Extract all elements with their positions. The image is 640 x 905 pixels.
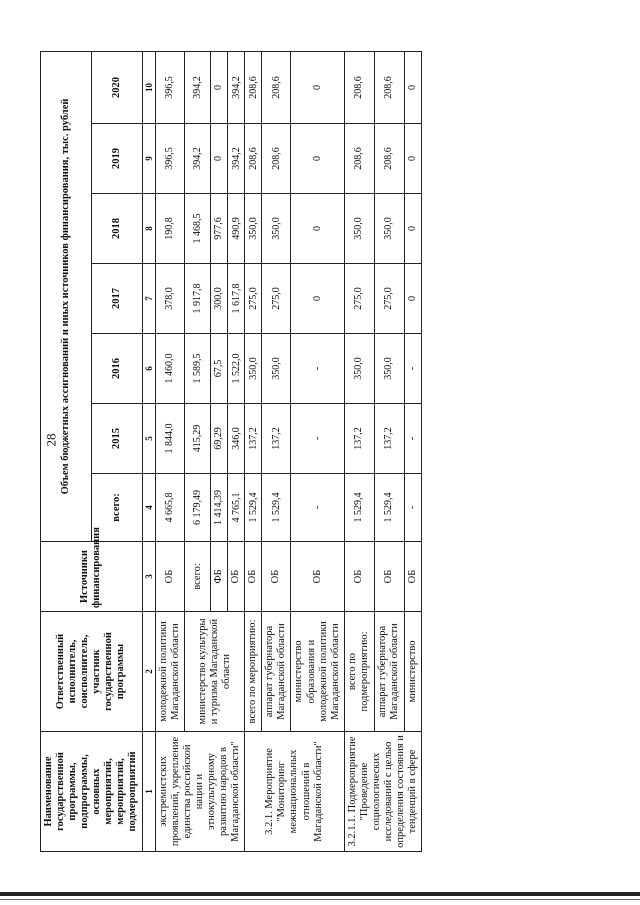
value-cell: 350,0 [245,194,262,264]
executor-cell: молодежной политики Магаданской области [155,612,184,732]
value-cell: 275,0 [245,264,262,334]
value-cell: 208,6 [245,51,262,123]
col-number: 2 [142,612,155,732]
value-cell: 350,0 [344,194,374,264]
value-cell: 0 [291,194,344,264]
value-cell: 275,0 [262,264,291,334]
header-total: всего: [91,474,142,542]
table-row [344,51,374,851]
value-cell: 67,5 [211,334,228,404]
header-executor: Ответственный исполнитель, соисполнитель, участник государственной программы [41,612,143,732]
value-cell: 0 [291,124,344,194]
table-row [404,51,422,851]
value-cell: 350,0 [262,194,291,264]
value-cell: 1 589,5 [184,334,210,404]
value-cell: - [291,474,344,542]
value-cell: 190,8 [155,194,184,264]
executor-cell: министерство культуры и туризма Магаданской области [184,612,244,732]
header-financing: Объем бюджетных ассигнований и иных источников финансирования, тыс. рублей [41,51,92,541]
value-cell: 137,2 [262,404,291,474]
value-cell: 208,6 [262,51,291,123]
value-cell: 300,0 [211,264,228,334]
value-cell: - [291,334,344,404]
source-cell: ОБ [374,542,404,612]
value-cell: 275,0 [374,264,404,334]
bottom-divider [0,892,640,896]
value-cell: 137,2 [344,404,374,474]
value-cell: 396,5 [155,124,184,194]
rotated-table-container [40,52,600,852]
value-cell: 350,0 [344,334,374,404]
value-cell: 350,0 [374,194,404,264]
source-cell: всего: [184,542,210,612]
header-year: 2017 [91,264,142,334]
value-cell: 6 179,49 [184,474,210,542]
program-name-cell: 3.2.1.1. Подмероприятие "Проведение социологических исследований с целью определения состояния и тенденций в сфере [344,732,421,852]
value-cell: 396,5 [155,51,184,123]
value-cell: 350,0 [374,334,404,404]
executor-cell: аппарат губернатора Магаданской области [262,612,291,732]
value-cell: 1 529,4 [344,474,374,542]
executor-cell: аппарат губернатора Магаданской области [374,612,404,732]
source-cell: ФБ [211,542,228,612]
column-number-row [142,51,155,851]
financing-table [40,51,422,852]
header-year: 2019 [91,124,142,194]
col-number: 9 [142,124,155,194]
header-year: 2020 [91,51,142,123]
value-cell: 137,2 [374,404,404,474]
value-cell: 1 522,0 [228,334,245,404]
value-cell: 0 [404,51,422,123]
value-cell: 0 [211,124,228,194]
value-cell: 208,6 [344,51,374,123]
source-cell: ОБ [404,542,422,612]
value-cell: 0 [291,51,344,123]
page-number: 28 [43,433,59,447]
source-cell: ОБ [245,542,262,612]
value-cell: 208,6 [245,124,262,194]
value-cell: 1 529,4 [262,474,291,542]
value-cell: - [291,404,344,474]
col-number: 3 [142,542,155,612]
value-cell: 1 468,5 [184,194,210,264]
col-number: 10 [142,51,155,123]
table-row [374,51,404,851]
value-cell: 208,6 [374,124,404,194]
col-number: 7 [142,264,155,334]
value-cell: 1 414,39 [211,474,228,542]
table-row [262,51,291,851]
executor-cell: всего по подмероприятию: [344,612,374,732]
table-row [155,51,184,851]
value-cell: 394,2 [228,124,245,194]
value-cell: 1 529,4 [245,474,262,542]
value-cell: 490,9 [228,194,245,264]
executor-cell: министерство [404,612,422,732]
col-number: 1 [142,732,155,852]
value-cell: 394,2 [184,124,210,194]
value-cell: 0 [211,51,228,123]
value-cell: 0 [404,194,422,264]
value-cell: 0 [404,264,422,334]
header-source: Источники финансирования [41,542,143,612]
header-row-1 [41,51,92,851]
value-cell: - [404,334,422,404]
bottom-divider-thin [0,899,640,900]
value-cell: 275,0 [344,264,374,334]
table-row [245,51,262,851]
header-year: 2018 [91,194,142,264]
value-cell: 350,0 [262,334,291,404]
value-cell: 1 460,0 [155,334,184,404]
program-name-cell: экстремистских проявлений, укрепление единства российской нации и этнокультурному развитию народов в Магаданской области" [155,732,244,852]
table-row [184,51,210,851]
value-cell: 1 529,4 [374,474,404,542]
source-cell: ОБ [155,542,184,612]
value-cell: 1 917,8 [184,264,210,334]
value-cell: 4 665,8 [155,474,184,542]
value-cell: 378,0 [155,264,184,334]
executor-cell: всего по мероприятию: [245,612,262,732]
value-cell: 137,2 [245,404,262,474]
col-number: 4 [142,474,155,542]
col-number: 6 [142,334,155,404]
value-cell: 1 844,0 [155,404,184,474]
value-cell: 208,6 [344,124,374,194]
header-year: 2016 [91,334,142,404]
value-cell: 1 617,8 [228,264,245,334]
source-cell: ОБ [344,542,374,612]
value-cell: 4 765,1 [228,474,245,542]
value-cell: 208,6 [262,124,291,194]
source-cell: ОБ [291,542,344,612]
value-cell: 0 [291,264,344,334]
header-program-name: Наименование государственной программы, подпрограммы, основных мероприятий, мероприятий, подмероприятий [41,732,143,852]
table-row [291,51,344,851]
value-cell: 346,0 [228,404,245,474]
value-cell: - [404,474,422,542]
value-cell: 394,2 [184,51,210,123]
source-cell: ОБ [262,542,291,612]
source-cell: ОБ [228,542,245,612]
value-cell: 394,2 [228,51,245,123]
value-cell: 415,29 [184,404,210,474]
value-cell: 0 [404,124,422,194]
header-year: 2015 [91,404,142,474]
value-cell: 350,0 [245,334,262,404]
value-cell: - [404,404,422,474]
executor-cell: министерство образования и молодежной политики Магаданской области [291,612,344,732]
value-cell: 69,29 [211,404,228,474]
program-name-cell: 3.2.1. Мероприятие "Мониторинг межнациональных отношений в Магаданской области" [245,732,344,852]
col-number: 8 [142,194,155,264]
value-cell: 977,6 [211,194,228,264]
value-cell: 208,6 [374,51,404,123]
col-number: 5 [142,404,155,474]
